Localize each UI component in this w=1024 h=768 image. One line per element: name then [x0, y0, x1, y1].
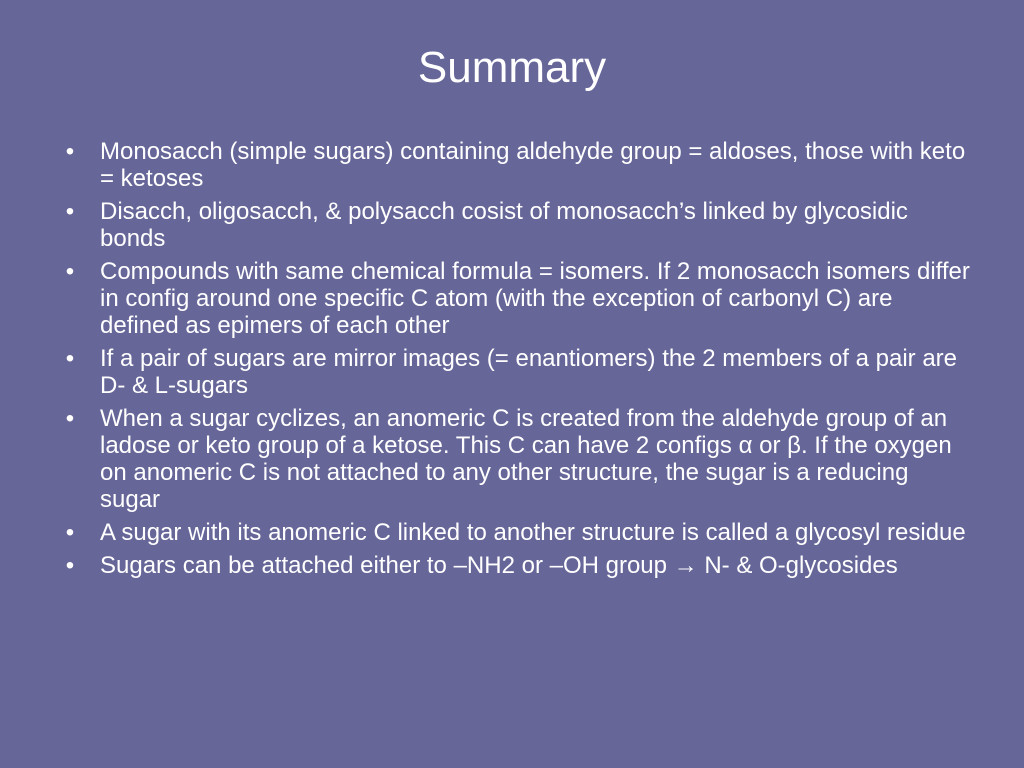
bullet-marker: • — [65, 198, 75, 225]
bullet-text: A sugar with its anomeric C linked to another structure is called a glycosyl residue — [100, 519, 966, 546]
bullet-item — [60, 198, 970, 252]
bullet-item — [60, 138, 970, 192]
bullet-item — [60, 258, 970, 339]
arrow-right-icon: → — [673, 552, 698, 579]
bullet-text: When a sugar cyclizes, an anomeric C is created from the aldehyde group of an ladose or keto group of a ketose. This C can have 2 configs α or β. If the oxygen on anomeric C is not attached to any other structure, the sugar is a reducing sugar — [100, 405, 952, 513]
bullet-text: Compounds with same chemical formula = isomers. If 2 monosacch isomers differ in config around one specific C atom (with the exception of carbonyl C) are defined as epimers of each other — [100, 258, 970, 339]
bullet-marker: • — [65, 138, 75, 165]
bullet-text: Disacch, oligosacch, & polysacch cosist of monosacch’s linked by glycosidic bonds — [100, 198, 908, 252]
slide-title: Summary — [417, 43, 607, 92]
bullet-text — [100, 552, 898, 579]
bullet-list — [60, 138, 970, 585]
bullet-text: If a pair of sugars are mirror images (= enantiomers) the 2 members of a pair are D- & L-sugars — [100, 345, 958, 399]
bullet-marker: • — [65, 519, 75, 546]
bullet-item — [60, 345, 970, 399]
bullet-item — [60, 552, 970, 579]
bullet-marker: • — [65, 552, 75, 579]
bullet-item — [60, 405, 970, 513]
bullet-text: Monosacch (simple sugars) containing aldehyde group = aldoses, those with keto = ketoses — [100, 138, 966, 192]
bullet-text-after: N- & O-glycosides — [697, 552, 898, 579]
bullet-marker: • — [65, 345, 75, 372]
bullet-marker: • — [65, 405, 75, 432]
bullet-text-before: Sugars can be attached either to –NH2 or –OH group — [100, 552, 674, 579]
bullet-item — [60, 519, 970, 546]
bullet-marker: • — [65, 258, 75, 285]
